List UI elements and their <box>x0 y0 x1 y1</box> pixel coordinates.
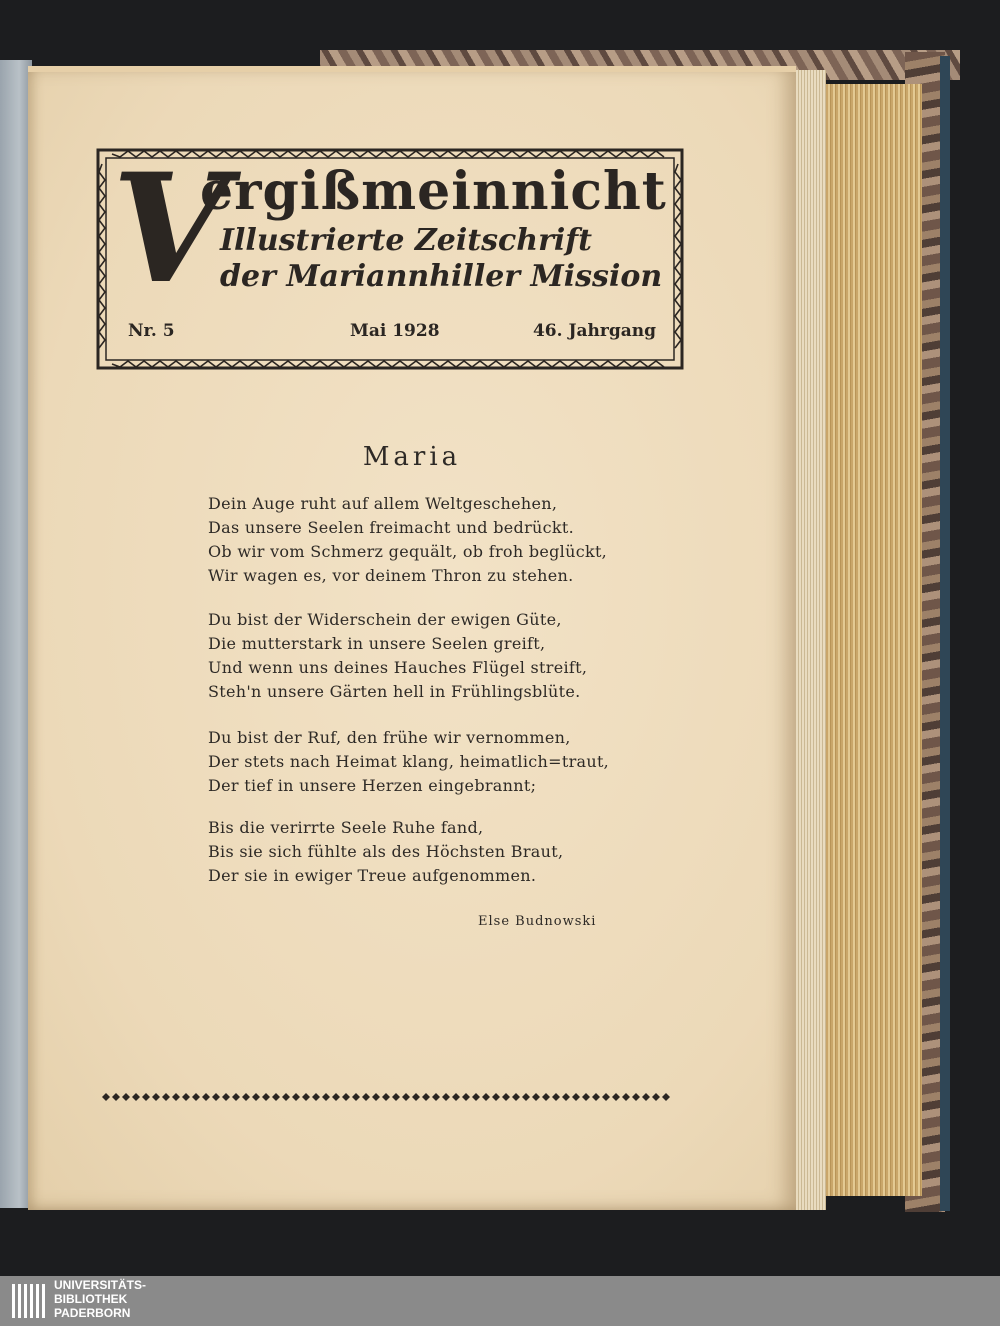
volume-year: 46. Jahrgang <box>532 321 656 341</box>
logo-line: UNIVERSITÄTS- <box>54 1278 147 1292</box>
poem-line: Das unsere Seelen freimacht und bedrückt. <box>208 518 574 537</box>
poem-line: Bis die verirrte Seele Ruhe fand, <box>208 818 484 837</box>
poem-line: Der stets nach Heimat klang, heimatlich=traut, <box>208 752 610 771</box>
gilt-page-edges <box>826 84 922 1196</box>
ornamental-divider <box>98 1090 676 1104</box>
stanza-2 <box>208 608 648 704</box>
magazine-page <box>28 66 796 1210</box>
masthead-subtitle-2: der Mariannhiller Mission <box>220 259 663 294</box>
issue-number: Nr. 5 <box>128 321 175 341</box>
poem-line: Dein Auge ruht auf allem Weltgeschehen, <box>208 494 558 513</box>
poem-author: Else Budnowski <box>478 914 597 929</box>
logo-line: PADERBORN <box>54 1306 131 1320</box>
masthead-title: ergißmeinnicht <box>200 161 667 222</box>
logo-line: BIBLIOTHEK <box>54 1292 128 1306</box>
poem-line: Bis sie sich fühlte als des Höchsten Braut, <box>208 842 564 861</box>
poem-line: Der sie in ewiger Treue aufgenommen. <box>208 866 537 885</box>
masthead <box>92 141 688 372</box>
poem-line: Du bist der Ruf, den frühe wir vernommen, <box>208 728 571 747</box>
page-top-strip <box>28 66 796 72</box>
issue-date: Mai 1928 <box>350 321 440 341</box>
poem-line: Der tief in unsere Herzen eingebrannt; <box>208 776 537 795</box>
stanza-1 <box>208 492 648 588</box>
poem-line: Ob wir vom Schmerz gequält, ob froh beglückt, <box>208 542 608 561</box>
stanza-3 <box>208 726 648 798</box>
masthead-subtitle-1: Illustrierte Zeitschrift <box>220 223 593 258</box>
library-logo-text <box>54 1278 146 1320</box>
poem-line: Steh'n unsere Gärten hell in Frühlingsblüte. <box>208 682 581 701</box>
poem-line: Du bist der Widerschein der ewigen Güte, <box>208 610 562 629</box>
library-footer <box>0 1276 1000 1326</box>
poem-line: Die mutterstark in unsere Seelen greift, <box>208 634 546 653</box>
poem-title: Maria <box>362 442 462 472</box>
poem-line: Und wenn uns deines Hauches Flügel streift, <box>208 658 588 677</box>
library-logo-icon <box>10 1282 50 1320</box>
masthead-initial: V <box>112 141 229 317</box>
poem-line: Wir wagen es, vor deinem Thron zu stehen. <box>208 566 574 585</box>
stanza-4 <box>208 816 648 888</box>
cover-binding-edge <box>940 56 950 1211</box>
